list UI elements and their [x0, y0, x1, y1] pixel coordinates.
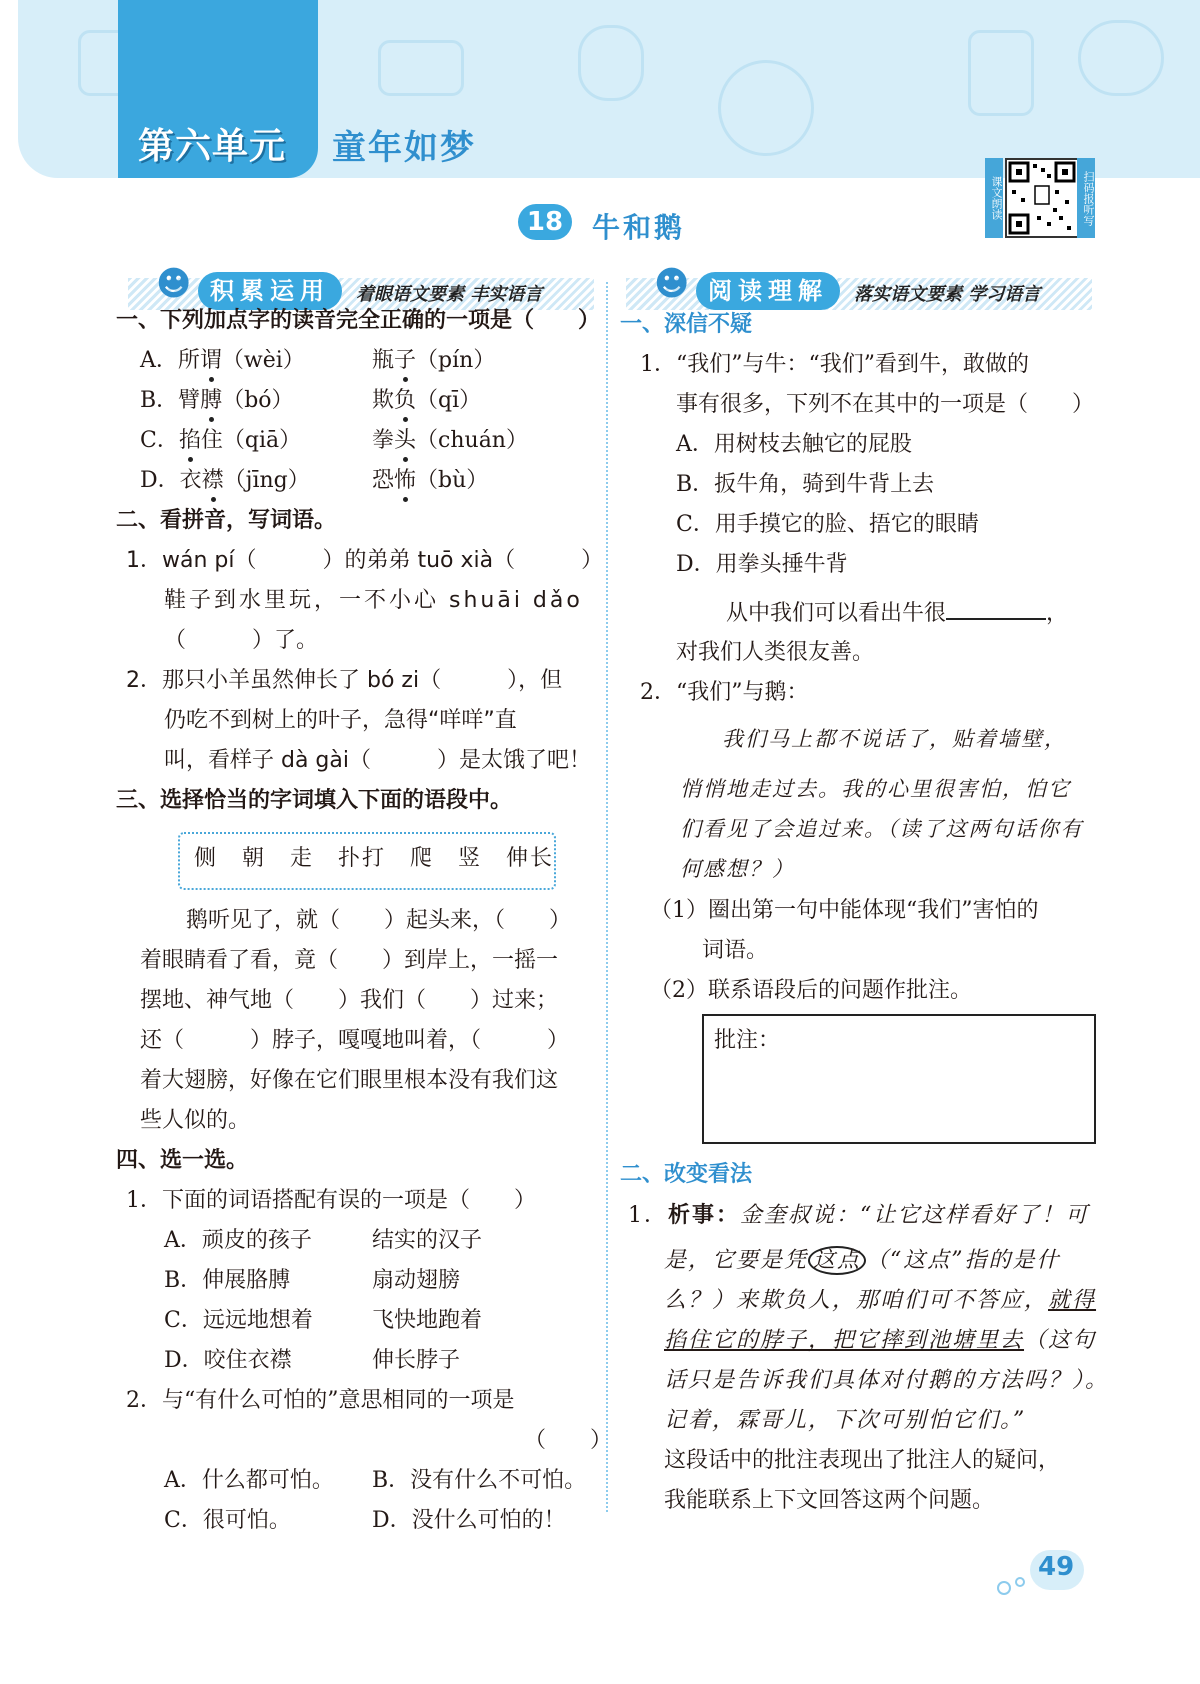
qr-right-label: 扫码报听写 — [1077, 158, 1095, 238]
q4-p2-option-d[interactable]: D．没什么可怕的！ — [372, 1508, 566, 1533]
q3-line: 着眼睛看了看，竟（ ）到岸上，一摇一 — [140, 948, 559, 973]
s2-tail: 我能联系上下文回答这两个问题。 — [664, 1488, 995, 1513]
annotation-label: 批注： — [714, 1028, 781, 1053]
unit-theme: 童年如梦 — [332, 128, 476, 168]
r-q1-option-d[interactable]: D．用拳头捶牛背 — [676, 552, 848, 577]
left-banner-subtitle: 着眼语文要素 丰实语言 — [356, 284, 543, 305]
left-banner-title: 积累运用 — [198, 272, 342, 310]
q1-option-d-left[interactable]: D．衣襟（jīng） — [140, 466, 310, 496]
answer-blank[interactable] — [946, 598, 1046, 620]
q3-line: 着大翅膀，好像在它们眼里根本没有我们这 — [140, 1068, 559, 1093]
r-q1-option-c[interactable]: C．用手摸它的脸、捂它的眼睛 — [676, 512, 979, 537]
q1-option-a-right: 瓶子（pín） — [372, 346, 495, 376]
s2-line: 是，它要是凭 这点 （“这点”指的是什 — [664, 1248, 1061, 1273]
question-2-title: 二、看拼音，写词语。 — [116, 508, 337, 533]
q1-option-b-left[interactable]: B．臂膊（bó） — [140, 386, 294, 416]
r-sub1: （1）圈出第一句中能体现“我们”害怕的 — [650, 898, 1039, 923]
panda-mascot-icon: ☻ — [654, 264, 690, 304]
q4-p1-option-c[interactable]: C．远远地想着 — [164, 1308, 313, 1333]
q4-p2-option-c[interactable]: C．很可怕。 — [164, 1508, 291, 1533]
r-q1-option-b[interactable]: B．扳牛角，骑到牛背上去 — [676, 472, 935, 497]
q4-p1-option-b[interactable]: B．伸展胳膊 — [164, 1268, 291, 1293]
r-fill-line-2: 对我们人类很友善。 — [676, 640, 875, 665]
s2-line: 记着，霖哥儿，下次可别怕它们。” — [664, 1408, 1027, 1433]
bubble-dots-icon — [996, 1568, 1036, 1598]
lesson-number: 18 — [518, 204, 572, 240]
s2-line: 么？）来欺负人，那咱们可不答应，就得 — [664, 1288, 1097, 1313]
page-number: 49 — [1038, 1552, 1075, 1582]
passage-line: 何感想？） — [680, 857, 795, 881]
passage-line: 悄悄地走过去。我的心里很害怕，怕它 — [680, 777, 1071, 801]
question-3-title: 三、选择恰当的字词填入下面的语段中。 — [116, 788, 513, 813]
q3-line: 些人似的。 — [140, 1108, 251, 1133]
s2-line: 掐住它的脖子，把它摔到池塘里去（这句 — [664, 1328, 1097, 1353]
question-4-title: 四、选一选。 — [116, 1148, 249, 1173]
column-divider — [606, 282, 608, 1512]
q2-line: 仍吃不到树上的叶子，急得“咩咩”直 — [164, 708, 517, 733]
r-q1-line: 事有很多，下列不在其中的一项是（ ） — [676, 392, 1095, 417]
qr-left-label: 课文朗读 — [985, 158, 1003, 238]
q1-option-d-right: 恐怖（bù） — [372, 466, 488, 496]
q4-p1-option-d-right: 伸长脖子 — [372, 1348, 461, 1373]
s2-line: 话只是告诉我们具体对付鹅的方法吗？）。 — [664, 1368, 1110, 1393]
q1-option-c-right: 拳头（chuán） — [372, 426, 528, 456]
q2-line: 1．wán pí（ ）的弟弟 tuō xià（ ） — [126, 548, 604, 573]
panda-mascot-icon: ☻ — [156, 264, 192, 304]
right-banner-title: 阅读理解 — [696, 272, 840, 310]
r-q2-title: 2．“我们”与鹅： — [640, 680, 809, 705]
q2-line: 2．那只小羊虽然伸长了 bó zi（ ），但 — [126, 668, 563, 693]
q2-line: 叫，看样子 dà gài（ ）是太饿了吧！ — [164, 748, 591, 773]
r-sub1-cont: 词语。 — [702, 938, 769, 963]
section-1-title: 一、深信不疑 — [620, 312, 753, 337]
question-1-title: 一、下列加点字的读音完全正确的一项是（ ） — [116, 308, 601, 333]
q1-option-a-left[interactable]: A．所谓（wèi） — [140, 346, 305, 376]
circled-word: 这点 — [808, 1246, 866, 1275]
q2-line: 鞋子到水里玩，一不小心 shuāi dǎo — [164, 588, 583, 613]
q4-part2: 2．与“有什么可怕的”意思相同的一项是 — [126, 1388, 515, 1413]
q4-p2-option-b[interactable]: B．没有什么不可怕。 — [372, 1468, 587, 1493]
q3-line: 摆地、神气地（ ）我们（ ）过来； — [140, 988, 559, 1013]
lesson-title: 牛和鹅 — [592, 211, 686, 244]
q4-p1-option-b-right: 扇动翅膀 — [372, 1268, 461, 1293]
right-section-banner — [626, 264, 1092, 310]
q1-option-c-left[interactable]: C．掐住（qiā） — [140, 426, 301, 456]
passage-line: 们看见了会追过来。（读了这两句话你有 — [680, 817, 1084, 841]
r-fill-line: 从中我们可以看出牛很 ， — [726, 598, 1068, 629]
passage-line: 我们马上都不说话了，贴着墙壁， — [722, 727, 1067, 751]
s2-tail: 这段话中的批注表现出了批注人的疑问， — [664, 1448, 1061, 1473]
r-q1-option-a[interactable]: A．用树枝去触它的屁股 — [676, 432, 912, 457]
q3-line: 鹅听见了，就（ ）起头来，（ ） — [186, 908, 572, 933]
q4-p1-option-a-right: 结实的汉子 — [372, 1228, 483, 1253]
r-q1-line: 1．“我们”与牛：“我们”看到牛，敢做的 — [640, 352, 1029, 377]
q2-line: （ ）了。 — [164, 628, 319, 653]
q4-p1-option-d[interactable]: D．咬住衣襟 — [164, 1348, 292, 1373]
qr-code-block[interactable] — [985, 158, 1095, 238]
section-2-title: 二、改变看法 — [620, 1162, 753, 1187]
qr-code-icon — [1005, 158, 1079, 238]
right-banner-subtitle: 落实语文要素 学习语言 — [854, 284, 1041, 305]
r-sub2: （2）联系语段后的问题作批注。 — [650, 978, 972, 1003]
q3-line: 还（ ）脖子，嘎嘎地叫着，（ ） — [140, 1028, 570, 1053]
q4-part1: 1．下面的词语搭配有误的一项是（ ） — [126, 1188, 536, 1213]
word-bank-words: 侧 朝 走 扑打 爬 竖 伸长 — [194, 846, 555, 871]
q4-part2-answer-paren: （ ） — [524, 1428, 613, 1453]
unit-title: 第六单元 — [138, 126, 287, 167]
q4-p1-option-c-right: 飞快地跑着 — [372, 1308, 483, 1333]
q4-p2-option-a[interactable]: A．什么都可怕。 — [164, 1468, 334, 1493]
s2-line: 1．析事：金奎叔说：“让它这样看好了！可 — [628, 1202, 1090, 1228]
q4-p1-option-a[interactable]: A．顽皮的孩子 — [164, 1228, 312, 1253]
q1-option-b-right: 欺负（qī） — [372, 386, 481, 416]
